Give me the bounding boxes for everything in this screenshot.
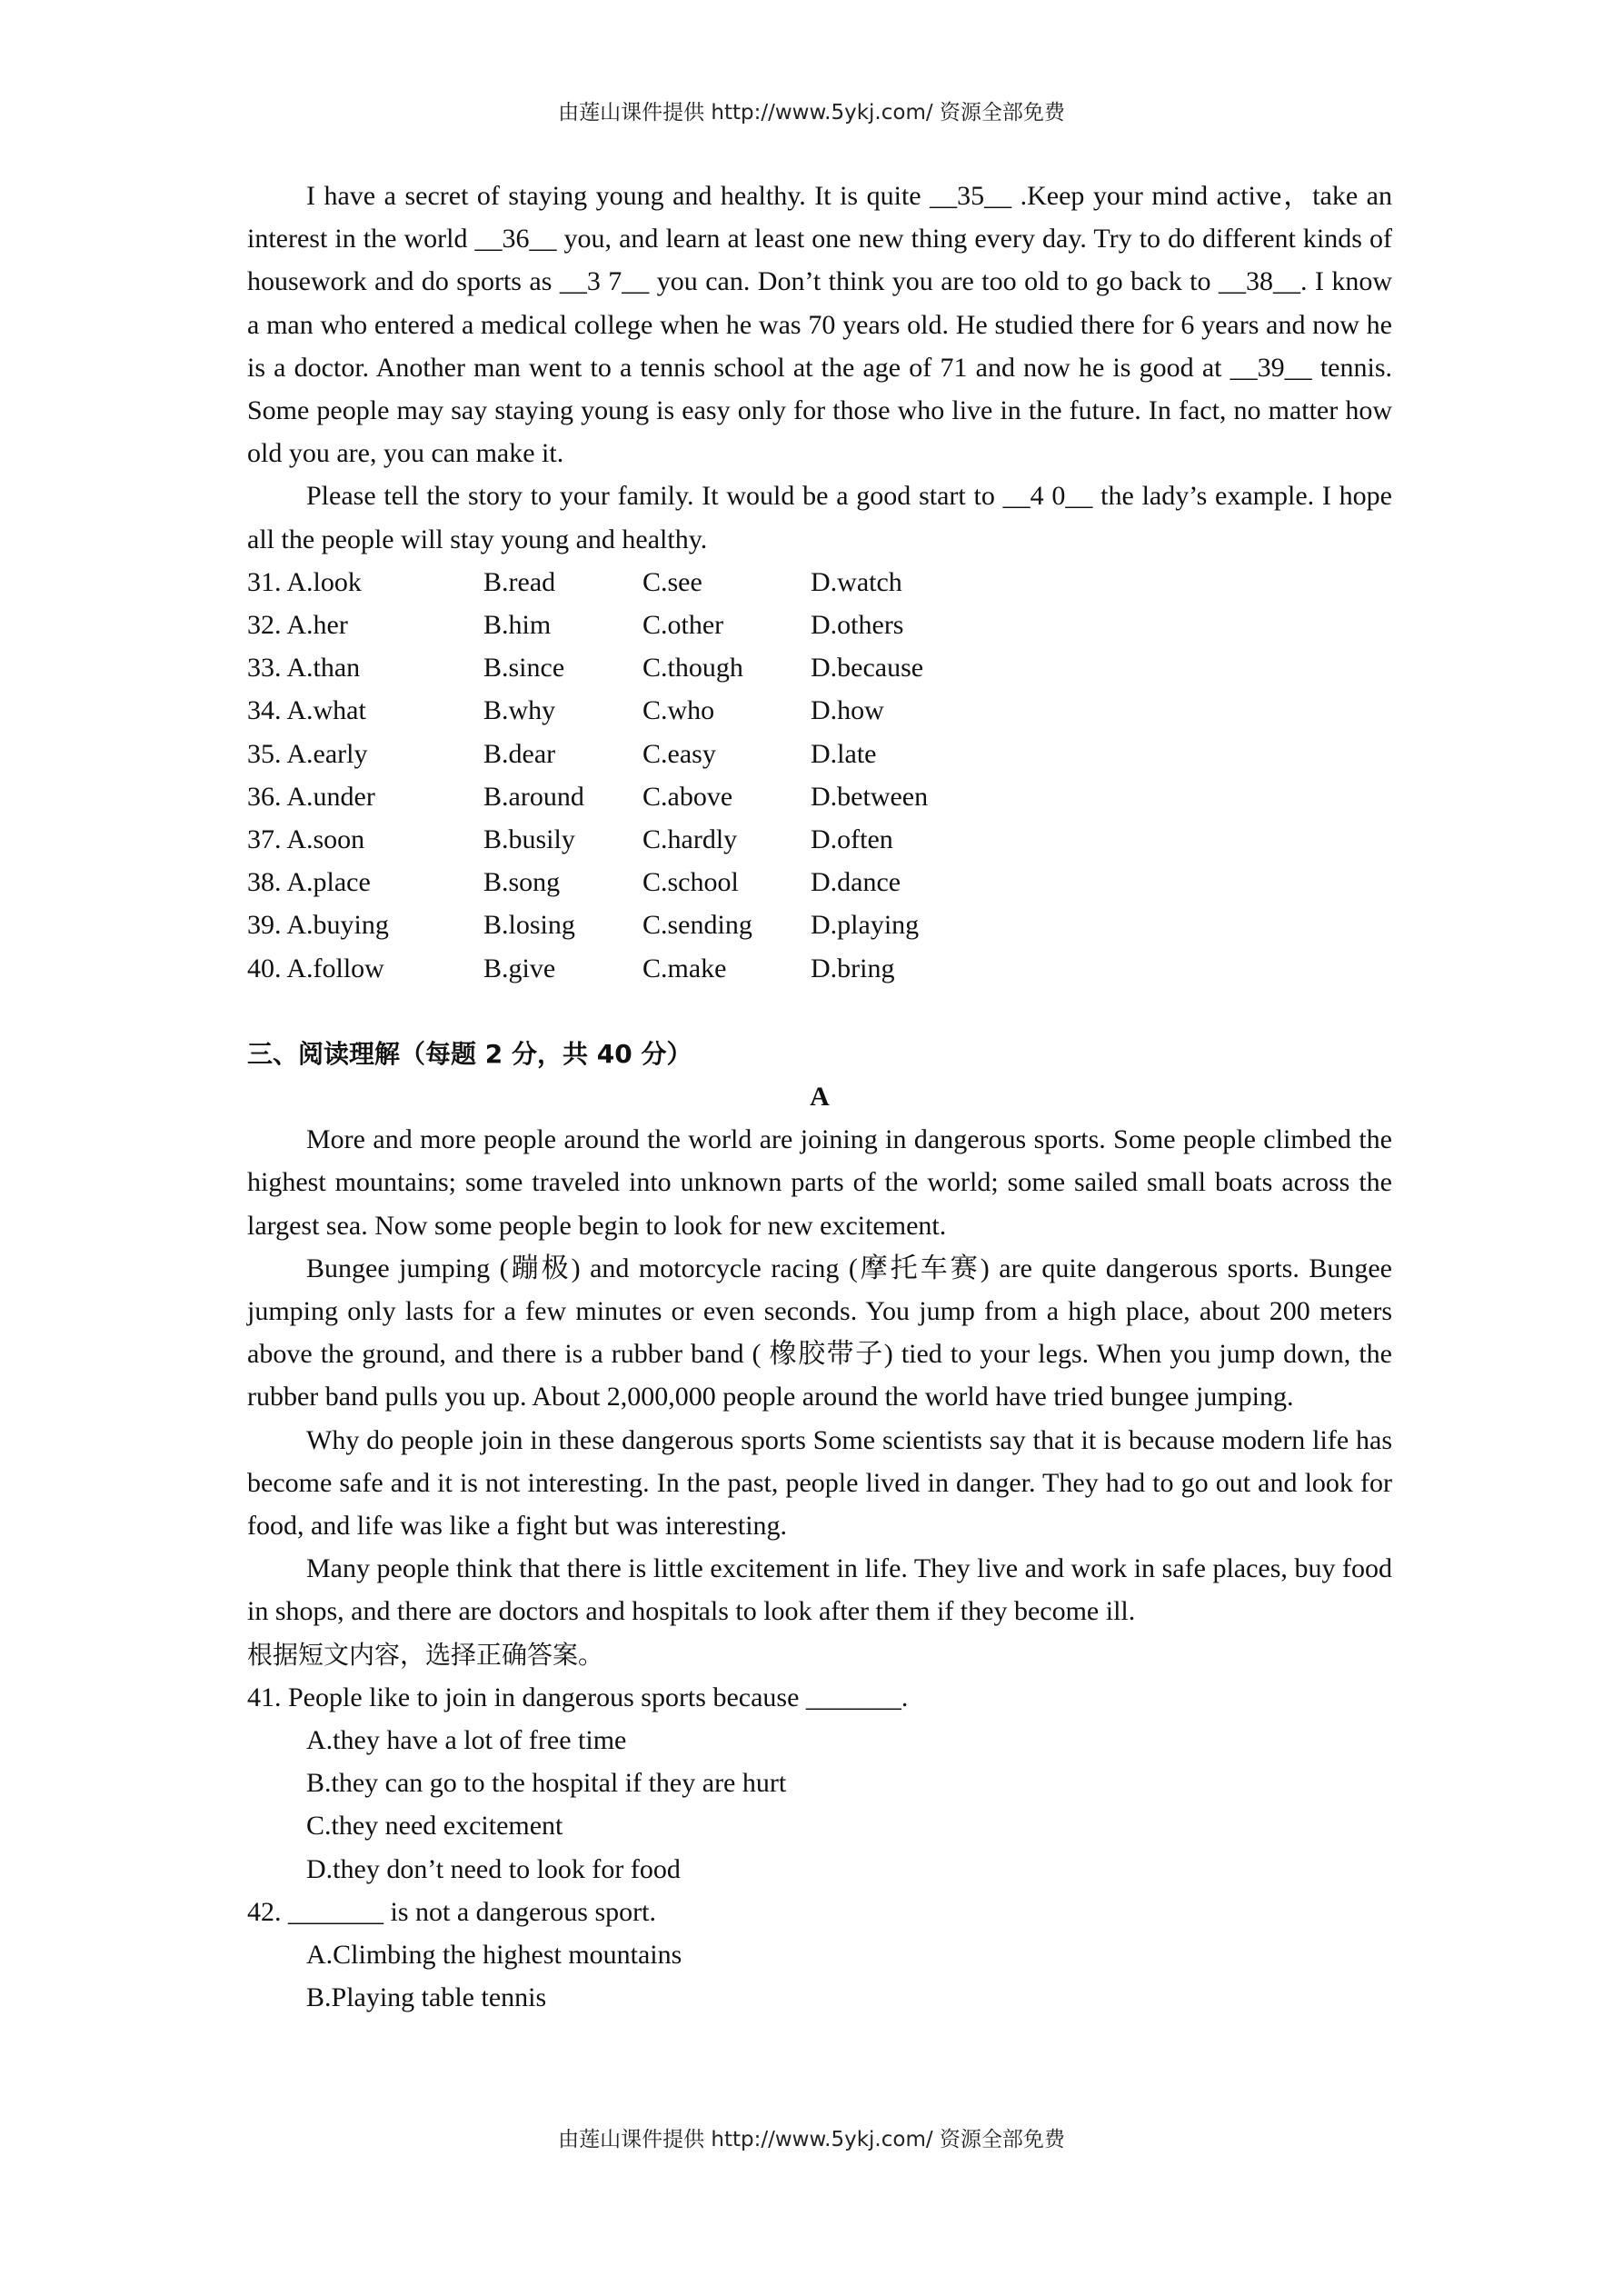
instruction-text: 根据短文内容，选择正确答案。 <box>247 1639 604 1670</box>
option-b: B.dear <box>483 738 556 769</box>
option-row <box>247 561 1392 604</box>
option-a: 37. A.soon <box>247 824 365 854</box>
question-block <box>247 1891 1392 2020</box>
option-c: C.above <box>642 781 733 812</box>
option-b: B.around <box>483 781 584 812</box>
option-row <box>247 861 1392 903</box>
option-d: D.playing <box>811 910 920 941</box>
question-stem: 41. People like to join in dangerous sports because _______. <box>247 1682 909 1712</box>
passage-title: A <box>810 1081 830 1112</box>
option-c: C.easy <box>642 738 716 769</box>
option-d: D.late <box>811 738 877 769</box>
option-c: C.hardly <box>642 824 738 854</box>
passage-paragraph: More and more people around the world are joining in dangerous sports. Some people climbed the highest mountains; some traveled into unknown parts of the world; some sailed small boats across the largest sea. Now some people begin to look for new excitement. <box>247 1124 1392 1241</box>
option-row <box>247 775 1392 818</box>
option-row <box>247 689 1392 732</box>
option-b: B.why <box>483 695 556 726</box>
option-a: 34. A.what <box>247 695 366 726</box>
option-a: 36. A.under <box>247 781 375 812</box>
page-header: 由莲山课件提供 http://www.5ykj.com/ 资源全部免费 <box>558 101 1065 125</box>
passage-paragraph: Bungee jumping (蹦极) and motorcycle racing (摩托车赛) are quite dangerous sports. Bungee jumping only lasts for a few minutes or even seconds. You jump from a high place, about 200 meters above the ground, and there is a rubber band ( 橡胶带子) tied to your legs. When you jump down, the rubber band pulls you up. About 2,000,000 people around the world have tried bungee jumping. <box>247 1253 1392 1413</box>
answer-choice: C.they need excitement <box>306 1811 563 1842</box>
option-d: D.between <box>811 781 929 812</box>
option-b: B.give <box>483 953 556 983</box>
option-b: B.read <box>483 566 556 597</box>
option-b: B.him <box>483 610 552 641</box>
option-a: 40. A.follow <box>247 953 384 983</box>
answer-choice: B.they can go to the hospital if they are hurt <box>306 1768 787 1799</box>
option-a: 33. A.than <box>247 653 361 684</box>
option-row <box>247 646 1392 689</box>
option-row <box>247 818 1392 861</box>
option-b: B.busily <box>483 824 575 854</box>
page-footer: 由莲山课件提供 http://www.5ykj.com/ 资源全部免费 <box>558 2128 1065 2151</box>
option-b: B.since <box>483 653 565 684</box>
option-d: D.how <box>811 695 884 726</box>
answer-choice: A.Climbing the highest mountains <box>306 1939 682 1970</box>
question-block <box>247 1676 1392 1891</box>
question-stem: 42. _______ is not a dangerous sport. <box>247 1896 656 1927</box>
option-a: 35. A.early <box>247 738 368 769</box>
option-c: C.sending <box>642 910 752 941</box>
option-b: B.losing <box>483 910 575 941</box>
option-a: 38. A.place <box>247 867 371 898</box>
answer-choice: B.Playing table tennis <box>306 1982 547 2013</box>
option-c: C.make <box>642 953 727 983</box>
option-d: D.because <box>811 653 924 684</box>
option-d: D.bring <box>811 953 895 983</box>
answer-choice: A.they have a lot of free time <box>306 1724 627 1755</box>
passage-paragraph: Why do people join in these dangerous sports Some scientists say that it is because modern life has become safe and it is not interesting. In the past, people lived in danger. They had to go out and look for food, and life was like a fight but was interesting. <box>247 1424 1392 1541</box>
option-row <box>247 947 1392 990</box>
option-c: C.though <box>642 653 743 684</box>
option-row <box>247 604 1392 646</box>
document-body <box>247 175 1392 2019</box>
option-d: D.often <box>811 824 893 854</box>
option-d: D.others <box>811 610 904 641</box>
cloze-options <box>247 561 1392 990</box>
option-d: D.watch <box>811 566 902 597</box>
option-c: C.school <box>642 867 739 898</box>
option-row <box>247 733 1392 775</box>
option-c: C.who <box>642 695 715 726</box>
option-a: 39. A.buying <box>247 910 389 941</box>
option-c: C.other <box>642 610 724 641</box>
option-a: 31. A.look <box>247 566 362 597</box>
cloze-paragraph: I have a secret of staying young and healthy. It is quite __35__ .Keep your mind active，take an interest in the world __36__ you, and learn at least one new thing every day. Try to do different kinds of housework and do sports as __3 7__ you can. Don’t think you are too old to go back to __38__. I know a man who entered a medical college when he was 70 years old. He studied there for 6 years and now he is a doctor. Another man went to a tennis school at the age of 71 and now he is good at __39__ tennis. Some people may say staying young is easy only for those who live in the future. In fact, no matter how old you are, you can make it. <box>247 181 1392 469</box>
option-row <box>247 903 1392 946</box>
answer-choice: D.they don’t need to look for food <box>306 1853 681 1884</box>
option-d: D.dance <box>811 867 901 898</box>
cloze-paragraph: Please tell the story to your family. It would be a good start to __4 0__ the lady’s example. I hope all the people will stay young and healthy. <box>247 481 1392 554</box>
option-b: B.song <box>483 867 561 898</box>
section-heading: 三、阅读理解（每题 2 分，共 40 分） <box>247 1038 692 1069</box>
option-c: C.see <box>642 566 702 597</box>
option-a: 32. A.her <box>247 610 348 641</box>
passage-paragraph: Many people think that there is little excitement in life. They live and work in safe places, buy food in shops, and there are doctors and hospitals to look after them if they become ill. <box>247 1553 1392 1627</box>
